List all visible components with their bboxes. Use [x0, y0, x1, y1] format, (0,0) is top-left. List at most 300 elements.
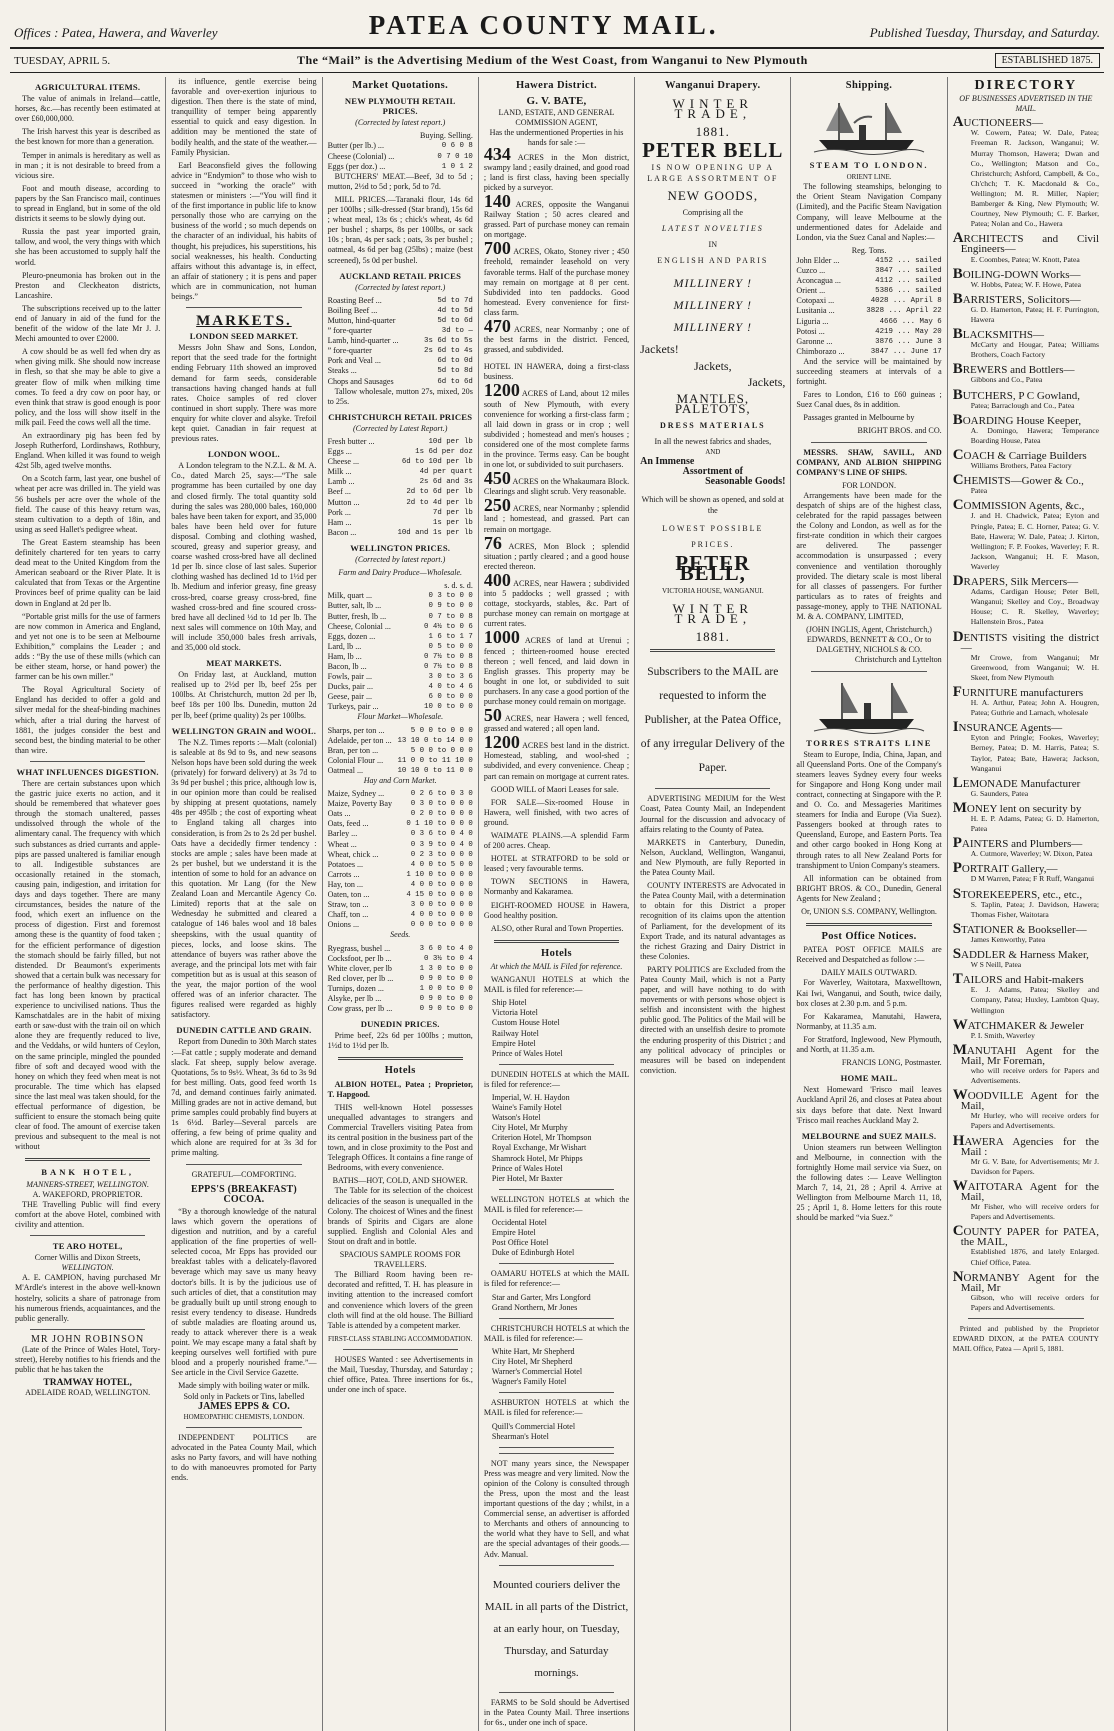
price-row: [328, 366, 473, 376]
price-item: Liguria ...: [796, 316, 829, 326]
epps-caption: GRATEFUL—COMFORTING.: [191, 1169, 297, 1179]
price-row: [328, 799, 473, 809]
price-value: 11 0 0 to 11 10 0: [397, 756, 473, 765]
price-row: [328, 900, 473, 910]
agri-paragraph: The Irish harvest this year is described as the best known for more than a generation.: [15, 127, 161, 147]
shaw-agents: (JOHN INGLIS, Agent, Christchurch,) EDWARDS, BENNETT & CO., Or to DALGETHY, NICHOLS & CO.: [806, 625, 932, 655]
price-item: Sharps, per ton ...: [327, 725, 385, 735]
steam-after: And the service will be maintained by succeeding steamers at intervals of a fortnight.: [796, 356, 942, 387]
hotel-name: Occidental Hotel: [491, 1218, 547, 1227]
price-item: Mutton ...: [327, 497, 360, 507]
price-value: 3847 ... June 17: [870, 347, 942, 356]
bate-has: Has the undermentioned Properties in his hands for sale :—: [489, 128, 624, 148]
tramway-title: TRAMWAY HOTEL,: [43, 1378, 132, 1389]
price-row: [796, 327, 941, 337]
price-item: Cow grass, per lb ...: [327, 1004, 393, 1014]
price-item: Beef ...: [327, 487, 351, 497]
winter-trade-2: WINTER TRADE,: [672, 601, 754, 627]
land-text: ACRES, opposite the Wanganui Railway Station ; 50 acres cleared and grassed. Part of purchase money can remain on mortgage.: [483, 199, 630, 240]
hotel-group-head: WELLINGTON HOTELS at which the MAIL is filed for reference:—: [483, 1194, 630, 1214]
price-item: Cuzco ...: [796, 266, 826, 276]
divider: [650, 649, 775, 652]
hotel-name: Prince of Wales Hotel: [491, 1048, 563, 1058]
price-value: 0 3 to 0 0: [428, 592, 473, 601]
price-row: [328, 652, 473, 662]
directory-heading: INSURANCE Agents—: [952, 719, 1063, 736]
directory-details: Adams, Cardigan House; Peter Bell, Wanganui; Skelley and Coy., Broadway House; C. R. Skelley, Waverley; Hallenstein Bros., Patea: [970, 587, 1099, 627]
post-office-title: Post Office Notices.: [821, 931, 917, 943]
jackets-list: [640, 342, 786, 389]
land-listing: [483, 495, 630, 534]
directory-entry: [952, 290, 1099, 325]
fabrics-shades: In all the newest fabrics and shades,: [654, 436, 772, 446]
price-item: Garonne ...: [796, 336, 833, 346]
ships-table: [796, 256, 941, 357]
directory-details: J. and H. Chadwick, Patea; Eyton and Pringle, Patea; E. C. Horner, Patea; G. V. Bate, Hawera; W. Dale, Patea; J. Kirton, Wellington; F. P. Fookes, Waverley; F. R. Jackson, Wanganui; H. F. Mason, Waverley: [970, 511, 1099, 571]
price-item: ” fore-quarter: [327, 326, 372, 336]
divider: [499, 1565, 614, 1566]
divider: [30, 1329, 145, 1330]
price-item: Alsyke, per lb ...: [327, 993, 382, 1003]
divider: [186, 1164, 301, 1165]
albion-rooms: SPACIOUS SAMPLE ROOMS FOR TRAVELLERS.: [339, 1250, 461, 1270]
directory-details: H. E. P. Adams, Patea; G. D. Hamerton, Patea: [970, 814, 1099, 834]
directory-entry: [952, 835, 1099, 859]
directory-heading: BOARDING House Keeper,: [952, 411, 1082, 428]
price-item: Mutton, hind-quarter: [327, 315, 396, 325]
dunedin-prices-text: Prime beef, 22s 6d per 100lbs ; mutton, 1½d to 1½d per lb.: [327, 1031, 473, 1051]
price-value: 6 0 to 0 0: [428, 693, 473, 702]
wellington-header: s. d. s. d.: [444, 581, 473, 591]
land-listing: [483, 532, 630, 572]
robinson-name: MR JOHN ROBINSON: [31, 1333, 145, 1345]
price-item: Boiling Beef ...: [327, 305, 378, 315]
price-row: [328, 702, 473, 712]
digestion-continued: its influence, gentle exercise being favorable and over-exertion injurious to digestion. Then there is the state of mind, tranquillity of temper being apparently essential to quick and easy digestion. In addition may be mentioned the state of bodily health, and the state of the weather.—Family Physician.: [171, 77, 317, 157]
flour-market-table: [328, 726, 473, 776]
digestion-paragraphs: [15, 779, 160, 1152]
land-listings: [483, 143, 630, 782]
price-value: 0 6 0 8: [441, 142, 473, 151]
price-item: Butter (per lb.) ...: [327, 141, 384, 151]
price-item: Eggs, dozen ...: [327, 631, 376, 641]
agri-paragraph: A cow should be as well fed when dry as when giving milk. She should now increase in flesh, so that she may be able to give a greater flow of milk when milking time comes. To feed a dry cow on poor hay, or even think that straw is good enough is poor policy, and the loss will show itself in the milk pail. Feed the cows well all the time.: [15, 347, 161, 427]
price-row: [328, 377, 473, 387]
directory-heading: BREWERS and Bottlers—: [952, 361, 1075, 378]
price-row: [328, 746, 473, 756]
land-text: ACRES of Land, about 12 miles south of New Plymouth, with every convenience for working a first-class farm ; all laid down in grass or in crop ; well subdivided ; homestead and men's houses ; considered one of the most complete farms in the province. Terms easy. Can be bought in one lot, or subdivided to suit purchasers.: [483, 389, 630, 470]
directory-heading: CHEMISTS—Gower & Co.,: [952, 472, 1084, 489]
hawera-district-title: Hawera District.: [515, 80, 598, 91]
directory-heading: SADDLER & Harness Maker,: [952, 946, 1089, 963]
price-value: 13 10 0 to 14 0 0: [397, 736, 473, 745]
hotel-name: Warner's Commercial Hotel: [491, 1367, 583, 1377]
directory-details: Gibson, who will receive orders for Papers and Advertisements.: [970, 1292, 1099, 1312]
price-row: [796, 266, 941, 276]
masthead-title: PATEA COUNTY MAIL.: [368, 10, 719, 40]
prices-word: PRICES.: [691, 539, 735, 549]
established-box: ESTABLISHED 1875.: [995, 53, 1100, 68]
price-row: [328, 642, 473, 652]
directory-heading: COUNTY PAPER for PATEA, the MAIL,: [952, 1223, 1099, 1249]
price-item: Ducks, pair ...: [327, 682, 373, 692]
agri-paragraph: On a Scotch farm, last year, one bushel of wheat per acre was drilled in. The yield was 56 bushels per acre over the whole of the field. The cause of this heavy return was, steam cultivation to a depth of 18in, and using as seed Hallet's pedigree wheat.: [15, 474, 161, 534]
directory-entry: [952, 447, 1099, 471]
price-row: [796, 347, 941, 357]
price-row: [328, 692, 473, 702]
price-item: Cotopaxi ...: [796, 296, 835, 306]
assortment-of: Assortment of: [682, 466, 743, 478]
directory-details: who will receive orders for Papers and Advertisements.: [970, 1065, 1099, 1086]
christchurch-title: CHRISTCHURCH RETAIL PRICES: [328, 411, 473, 422]
directory-heading: BLACKSMITHS—: [952, 326, 1045, 343]
steam-london-title: STEAM TO LONDON.: [809, 160, 929, 171]
lowest-possible: LOWEST POSSIBLE: [662, 523, 764, 533]
property-notice: WAIMATE PLAINS.—A splendid Farm of 200 acres. Cheap.: [483, 831, 630, 851]
directory-entry: [952, 1087, 1099, 1131]
land-listing: [483, 705, 630, 734]
price-row: [328, 672, 473, 682]
bate-name: G. V. BATE,: [526, 95, 587, 108]
price-item: John Elder ...: [796, 255, 840, 265]
directory-details: S. Taplin, Patea; J. Davidson, Hawera; Thomas Fisher, Waitotara: [970, 899, 1099, 919]
price-value: 4 15 0 to 0 0 0: [406, 891, 473, 900]
hotel-name: Waine's Family Hotel: [491, 1103, 562, 1113]
price-item: Bacon, lb ...: [327, 661, 367, 671]
land-acres: 140: [483, 190, 511, 211]
land-listing: [483, 190, 630, 240]
victoria-house: VICTORIA HOUSE, WANGANUI.: [661, 587, 764, 595]
robinson-text: (Late of the Prince of Wales Hotel, Tory-street), Hereby notifies to his friends and the public that he has taken the: [15, 1344, 161, 1375]
land-acres: 250: [483, 495, 511, 516]
price-value: 0 7 to 0 8: [428, 612, 473, 621]
price-value: 2s 6d to 4s: [424, 347, 473, 356]
bank-hotel-address: MANNERS-STREET, WELLINGTON.: [26, 1179, 149, 1189]
price-row: [328, 518, 473, 528]
directory-heading: MONEY lent on security by: [952, 799, 1082, 816]
millinery-line: MILLINERY !: [673, 276, 752, 291]
price-row: [328, 477, 473, 487]
land-text: ACRES, near Hawera ; well fenced, grassed and watered ; all open land.: [483, 714, 630, 734]
land-acres: 1000: [483, 627, 520, 648]
hotel-group-head: CHRISTCHURCH HOTELS at which the MAIL is filed for reference:—: [483, 1323, 630, 1343]
price-row: [328, 964, 473, 974]
price-value: 4219 ... May 20: [875, 327, 942, 336]
property-notice: TOWN SECTIONS in Hawera, Normanby and Kakaramea.: [483, 877, 630, 897]
bank-hotel-text: THE Travelling Public will find every comfort at the above Hotel, combined with civility and attention.: [15, 1199, 161, 1229]
divider: [499, 1263, 614, 1264]
price-value: 4 0 0 to 5 0 0: [410, 860, 473, 869]
hotels-filed-caption: At which the MAIL is Filed for reference.: [490, 961, 623, 971]
seed-market-text: Messrs John Shaw and Sons, London, report that the seed trade for the fortnight ending February 11th showed an improved demand for farm seeds, considerable transactions having changed hands at full rates. Choice samples of red clover continued in short supply. There was more enquiry for white clover and alsyke. Trefoil kept quiet. Canadian in fair request at previous rates.: [171, 343, 317, 444]
price-value: 7d per lb: [432, 508, 473, 517]
hotel-name: Shamrock Hotel, Mr Phipps: [491, 1153, 583, 1163]
epps-text: “By a thorough knowledge of the natural laws which govern the operations of digestion and nutrition, and by a careful application of the fine properties of well-selected cocoa, Mr Epps has provided our breakfast tables with a delicately-flavored beverage which may save us many heavy doctor's bills. It is by the judicious use of such articles of diet, that a constitution may be gradually built up until strong enough to resist every tendency to disease. Hundreds of subtle maladies are floating around us, ready to attack wherever there is a weak point. We may escape many a fatal shaft by keeping ourselves well fortified with pure blood and a properly nourished frame.”—See article in the Civil Service Gazette.: [171, 1206, 317, 1378]
price-item: Red clover, per lb ...: [327, 973, 394, 983]
directory-entry: [952, 265, 1099, 290]
divider: [655, 788, 770, 789]
peter-bell-name-2: PETER BELL,: [675, 550, 751, 585]
directory-entry: [952, 885, 1099, 920]
hotel-group-head: OAMARU HOTELS at which the MAIL is filed for reference:—: [483, 1269, 630, 1289]
divider: [338, 1057, 463, 1060]
price-value: 3847 ... sailed: [875, 267, 942, 276]
price-item: Geese, pair ...: [327, 692, 373, 702]
price-row: [328, 622, 473, 632]
price-value: 0 0 0 to 0 0 0: [410, 921, 473, 930]
digestion-title: WHAT INFLUENCES DIGESTION.: [16, 766, 159, 777]
price-row: [328, 457, 473, 467]
directory-entry: [952, 920, 1099, 945]
price-value: 10 0 to 0 0: [424, 703, 473, 712]
land-acres: 450: [483, 468, 511, 489]
directory-heading: WATCHMAKER & Jeweler: [952, 1016, 1084, 1033]
albion-stable: FIRST-CLASS STABLING ACCOMMODATION.: [327, 1334, 473, 1343]
price-value: 6d to 10d per lb: [401, 458, 473, 467]
price-item: Colonial Flour ...: [327, 755, 384, 765]
mantles-paletots: MANTLES, PALETOTS,: [674, 390, 751, 416]
te-aro-title: TE ARO HOTEL,: [52, 1241, 123, 1252]
land-listing: [483, 238, 630, 318]
price-value: 10d per lb: [428, 438, 473, 446]
price-row: [328, 356, 473, 366]
price-row: [796, 276, 941, 286]
property-notice: EIGHT-ROOMED HOUSE in Hawera, Good healthy position.: [483, 900, 630, 920]
opening-text: IS NOW OPENING UP A LARGE ASSORTMENT OF: [647, 163, 779, 183]
price-value: 3 0 0 to 0 0 0: [410, 901, 473, 910]
shaw-savill-title: MESSRS. SHAW, SAVILL, AND COMPANY, AND ALBION SHIPPING COMPANY'S LINE OF SHIPS.: [796, 447, 942, 477]
land-acres: 76: [483, 532, 502, 553]
price-item: Cheese (Colonial) ...: [327, 151, 395, 161]
price-item: Cocksfoot, per lb ...: [327, 953, 392, 963]
hotel-name: White Hart, Mr Shepherd: [491, 1346, 575, 1356]
directory-details: W. Hobbs, Patea; W. F. Howe, Patea: [970, 279, 1081, 289]
price-value: 3876 ... June 3: [875, 337, 942, 346]
dunedin-prices-title: DUNEDIN PRICES.: [360, 1019, 440, 1030]
directory-details: Mr Crowe, from Wanganui; Mr Greenwood, from Wanganui; W. H. Skeet, from New Plymouth: [970, 652, 1099, 682]
property-notice: HOTEL at STRATFORD to be sold or leased ; very favourable terms.: [483, 854, 630, 874]
hotel-name: Post Office Hotel: [491, 1238, 549, 1248]
land-listing: [483, 627, 630, 707]
fares: Fares to London, £16 to £60 guineas ; Suez Canal dues, 8s in addition.: [796, 390, 942, 410]
agri-paragraph: Foot and mouth disease, according to papers by the San Francisco mail, continues to spread in England, but in some of the old districts it seems to be slowly dying out.: [15, 183, 161, 224]
christchurch-table: [328, 437, 473, 538]
home-mail-title: HOME MAIL.: [840, 1073, 898, 1084]
land-acres: 1200: [483, 732, 520, 753]
price-value: 0 9 to 0 0: [428, 602, 473, 611]
butchers-meat: BUTCHERS' MEAT.—Beef, 3d to 5d ; mutton, 2½d to 5d ; pork, 5d to 7d.: [327, 171, 473, 191]
price-item: Ryegrass, bushel ...: [327, 943, 391, 953]
te-aro-text: A. E. CAMPION, having purchased Mr M'Ardle's interest in the above well-known hostelry, solicits a share of patronage from his numerous friends, acquaintances, and the public generally.: [15, 1273, 161, 1323]
price-item: Cheese, Colonial ...: [327, 621, 391, 631]
price-value: 10 10 0 to 11 0 0: [397, 766, 473, 775]
hotel-name: Custom House Hotel: [491, 1018, 560, 1028]
directory-details: W. Cowern, Patea; W. Dale, Patea; Freeman R. Jackson, Wanganui; W. Murray Thomson, Hawera; Dwan and Co., Wellington; Matson and Co., Christchurch; Ashford, Campbell, & Co., Ch'chch; T. K. Macdonald & Co., Wellington; M. R. Miller, Napier; Bamberger & King, New Plymouth; W. Courtney, New Plymouth; C. F. Barker, Patea; Nolan and Co., Hawera: [970, 128, 1099, 229]
independent-politics: INDEPENDENT POLITICS are advocated in the Patea County Mail, which asks no Party favors, and will have nothing to do with manoeuvres promoted for Party ends.: [171, 1432, 317, 1483]
price-row: [328, 447, 473, 457]
price-item: White clover, per lb: [327, 963, 392, 973]
price-row: [328, 306, 473, 316]
land-acres: 434: [483, 143, 511, 164]
price-row: [328, 809, 473, 819]
steamship-icon: [814, 95, 924, 155]
directory-heading: TAILORS and Habit-makers: [952, 971, 1084, 988]
price-item: Straw, ton ...: [327, 900, 369, 910]
directory-entry: [952, 774, 1099, 799]
latest-novelties: LATEST NOVELTIES: [661, 223, 764, 233]
divider: [30, 1235, 145, 1236]
directory-entry: [952, 1041, 1099, 1086]
price-row: [328, 829, 473, 839]
directory-details: A. Domingo, Hawera; Temperance Boarding House, Patea: [970, 425, 1099, 445]
property-notice: ALSO, other Rural and Town Properties.: [490, 923, 624, 933]
hotel-name: City Hotel, Mr Murphy: [491, 1123, 568, 1133]
land-text: ACRES, Mon Block ; splendid situation ; partly cleared ; and a good house erected thereon.: [483, 541, 630, 571]
bank-hotel-proprietor: A. WAKEFORD, PROPRIETOR.: [32, 1189, 143, 1199]
price-row: [328, 870, 473, 880]
couriers-notice: Mounted couriers deliver the MAIL in all parts of the District, at an early hour, on Tuesday, Thursday, and Saturday mornings.: [484, 1578, 629, 1679]
price-row: [328, 840, 473, 850]
price-value: 4d per quart: [419, 468, 473, 477]
price-value: 4028 ... April 8: [870, 297, 942, 306]
jackets-line: Jackets!: [640, 342, 679, 357]
divider: [30, 761, 145, 762]
divider: [499, 1453, 614, 1454]
torres-title: TORRES STRAITS LINE: [806, 737, 932, 748]
price-item: Carrots ...: [327, 869, 360, 879]
price-value: 4666 ... May 6: [879, 317, 942, 326]
post-office-list: [796, 978, 941, 1055]
steam-text: The following steamships, belonging to the Orient Steam Navigation Company (Limited), and the Pacific Steam Navigation Company, will leave Melbourne at the undermentioned dates for Adelaide and London, via the Suez Canal and Naples:—: [796, 182, 942, 242]
hotels-filed-title: Hotels: [541, 947, 572, 959]
price-row: [328, 487, 473, 497]
directory-details: Williams Brothers, Patea Factory: [970, 461, 1072, 471]
price-row: [328, 819, 473, 829]
peter-bell-name: PETER BELL: [642, 138, 784, 163]
directory-heading: AUCTIONEERS—: [952, 114, 1043, 131]
advertising-medium: ADVERTISING MEDIUM for the West Coast, Patea County Mail, an Independent Journal for the discussion and advocacy of affairs relating to the County of Patea.: [640, 794, 786, 834]
wellington-table: [328, 591, 473, 712]
price-row: [328, 944, 473, 954]
bank-hotel-title: BANK HOTEL,: [41, 1167, 134, 1178]
land-acres: 1200: [483, 380, 520, 401]
price-value: 0 7½ to 0 8: [424, 652, 473, 661]
new-goods: NEW GOODS,: [667, 187, 759, 203]
post-office-item: For Stratford, Inglewood, New Plymouth, and North, at 11.35 a.m.: [796, 1034, 942, 1055]
directory-heading: ARCHITECTS and Civil Engineers—: [952, 230, 1099, 256]
price-row: [328, 498, 473, 508]
price-value: 0 3 0 to 0 0 0: [410, 800, 473, 809]
county-interests: COUNTY INTERESTS are Advocated in the Patea County Mail, with a determination to obtain for this District a proper recognition of its claims upon the attention of Parliament, for the development of its Export Trade, and its natural advantages as the richest Grazing and Dairy District in these Colonies.: [640, 881, 786, 961]
price-item: Wheat, chick ...: [327, 849, 379, 859]
union-company: Or, UNION S.S. COMPANY, Wellington.: [801, 907, 937, 916]
column-6: [791, 77, 947, 1731]
price-value: 2d to 4d per lb: [406, 498, 473, 507]
hotel-name: Empire Hotel: [491, 1038, 536, 1048]
agri-paragraph: “Portable grist mills for the use of farmers are now common in America and England, and yet not one is to be seen at Melbourne Exhibition,” complains the Leader ; and adds : “By the use of these mills (which can be either steam, horse, or hand power) the farmer can be his own miller.”: [15, 611, 161, 682]
hotel-name: Pier Hotel, Mr Baxter: [491, 1173, 563, 1183]
directory-heading: BARRISTERS, Solicitors—: [952, 290, 1081, 307]
directory-heading: LEMONADE Manufacturer: [952, 774, 1081, 791]
price-item: Wheat ...: [327, 839, 357, 849]
price-value: 0 7 0 10: [437, 152, 473, 161]
price-row: [328, 326, 473, 336]
directory-entry: [952, 361, 1099, 385]
hotel-name: Empire Hotel: [491, 1228, 536, 1238]
divider: [499, 1392, 614, 1393]
farms-notice: FARMS to be Sold should be Advertised in the Patea County Mail. Three insertions for 6s., under one inch of space.: [483, 1697, 630, 1727]
column-7: [948, 77, 1104, 1731]
price-value: 0 2 3 to 0 0 0: [410, 850, 473, 859]
price-item: Roasting Beef ...: [327, 295, 382, 305]
epps-chemists: HOMEOPATHIC CHEMISTS, LONDON.: [183, 1412, 305, 1421]
directory-heading: DENTISTS visiting the district—: [952, 628, 1099, 654]
flour-market-caption: Flour Market—Wholesale.: [357, 712, 444, 722]
price-item: Onions ...: [327, 920, 360, 930]
agri-paragraph: The Great Eastern steamship has been definitely chartered for ten years to carry dead meat to the United Kingdom from the American seaboard or the River Plate. It is calculated that from Texas or the Argentine Provinces beef of prime quality can be laid down in England at 2d per lb.: [15, 537, 161, 608]
price-row: [328, 850, 473, 860]
postmaster: FRANCIS LONG, Postmaster.: [841, 1058, 942, 1068]
price-value: 0 3½ to 0 4: [424, 954, 473, 963]
millinery-line: MILLINERY !: [673, 298, 752, 313]
price-value: 5 0 0 to 0 0 0: [410, 726, 473, 735]
mill-prices: MILL PRICES.—Taranaki flour, 14s 6d per 100lbs ; silk-dressed (Star brand), 15s 6d ; wheat meal, 13s 6s ; chick's wheat, 4s 6d per bushel ; sharps, 8s per 100lbs, or sack 10s ; bran, 4s per sack ; oats, 3s per bushel ; oatmeal, 4s 6d per bag (25lbs) ; maize (best screened), 5s 0d per bushel.: [327, 194, 473, 265]
agri-paragraph: An extraordinary pig has been fed by Joseph Rutherford, Lordinshaws, Rothbury, England. When killed it was found to weigh 42st 5lb, aged twelve months.: [15, 431, 161, 471]
price-row: [328, 612, 473, 622]
directory-entry: [952, 230, 1099, 264]
directory-entry: [952, 860, 1099, 884]
price-value: 0 9 0 to 0 0: [419, 974, 473, 983]
price-row: [328, 632, 473, 642]
directory-heading: DRAPERS, Silk Mercers—: [952, 573, 1079, 590]
price-row: [328, 336, 473, 346]
price-item: Butter, salt, lb ...: [327, 601, 382, 611]
price-value: 0 3 9 to 0 4 0: [410, 840, 473, 849]
dunedin-cattle-text: Report from Dunedin to 30th March states :—Fat cattle ; supply moderate and demand slack. Fat sheep, supply below average. Quotations, 5s to 9s½. Wheat, 3s 6d to 3s 9d for best milling. Oats, good feed worth 1s 7d, and demand continues fairly animated. Milling grades are not in active demand, but prime samples could probably find buyers at 1s 6½d. Barley—Several parcels are offering, a few being of prime quality and which alone are required for at 3s 3d for prime malting.: [171, 1037, 317, 1158]
directory-heading: COACH & Carriage Builders: [952, 447, 1087, 463]
directory-heading: PAINTERS and Plumbers—: [952, 835, 1083, 852]
hotel-name: Criterion Hotel, Mr Thompson: [491, 1133, 592, 1143]
agri-paragraph: Pleuro-pneumonia has broken out in the Preston and Cleckheaton districts, Lancashire.: [15, 270, 161, 300]
price-item: Chops and Sausages: [327, 376, 394, 386]
jackets-line: Jackets,: [747, 374, 786, 389]
hotel-name: Royal Exchange, Mr Wishart: [491, 1143, 587, 1153]
price-value: 0 2 0 to 0 0 0: [410, 810, 473, 819]
price-row: [328, 601, 473, 611]
price-row: [328, 954, 473, 964]
price-row: [328, 467, 473, 477]
divider: [343, 1349, 458, 1350]
masthead-published: Published Tuesday, Thursday, and Saturday.: [869, 25, 1100, 40]
beaconsfield-paragraph: Earl Beaconsfield gives the following advice in “Endymion” to those who wish to succeed in “working the oracle” with statesmen or ministers :—“You will find it of the first importance in public life to know personally those who are carrying on the business of the world ; so much depends on the character of an individual, his habits of thought, his prejudices, his superstitions, his social weaknesses, his health. Conducting affairs without this advantage is, in effect, an affair of stationery ; it is pens and paper which are in communication, not human beings.”: [171, 160, 317, 301]
houses-wanted: HOUSES Wanted : see Advertisements in the Mail, Tuesday, Thursday, and Saturday ; chief office, Patea. Three insertions for 6s., under one inch of space.: [327, 1354, 473, 1395]
price-item: Eggs ...: [327, 447, 352, 457]
land-listing: [483, 143, 630, 193]
directory-details: Mr Hurley, who will receive orders for Papers and Advertisements.: [970, 1111, 1099, 1131]
land-acres: 700: [483, 238, 511, 259]
year-1881: 1881.: [695, 124, 730, 140]
directory-details: Eyton and Pringle; Fookes, Waverley; Berney, Patea; D. M. Harris, Patea; S. Taylor, Patea; Bate, Hawera; Jackson, Wanganui: [970, 733, 1099, 773]
price-row: [328, 766, 473, 776]
divider: [499, 1318, 614, 1319]
hotel-group-head: DUNEDIN HOTELS at which the MAIL is filed for reference:—: [483, 1069, 630, 1089]
directory-details: A. Cutmore, Waverley; W. Dixon, Patea: [970, 849, 1093, 859]
date-bar: [10, 49, 1104, 73]
hotel-group-head: WANGANUI HOTELS at which the MAIL is filed for reference:—: [483, 975, 630, 995]
epps-brand: JAMES EPPS & CO.: [198, 1400, 290, 1412]
directory-heading: BOILING-DOWN Works—: [952, 265, 1081, 282]
directory-entry: [952, 1223, 1099, 1267]
